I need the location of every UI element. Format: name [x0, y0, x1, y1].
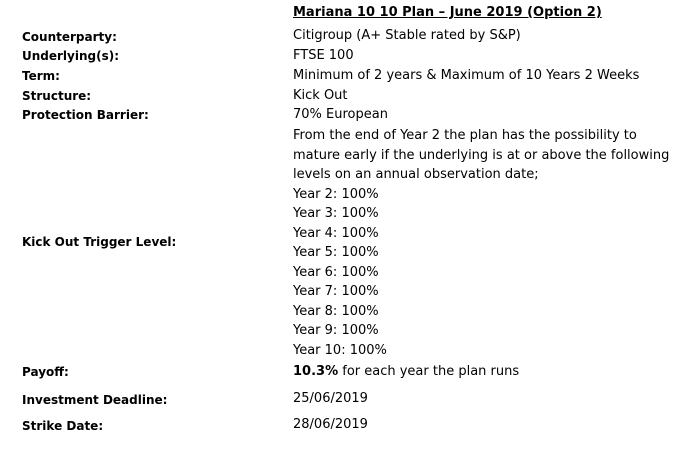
payoff-description: for each year the plan runs: [338, 364, 520, 379]
kick-out-trigger-label: Kick Out Trigger Level:: [22, 235, 177, 249]
strike-date-value: 28/06/2019: [293, 417, 368, 432]
kick-out-level: Year 6: 100%: [293, 264, 379, 280]
kick-out-intro-line: mature early if the underlying is at or above the following: [293, 147, 670, 163]
structure-label: Structure:: [22, 89, 92, 103]
kick-out-trigger-details: [293, 126, 669, 360]
counterparty-label: Counterparty:: [22, 30, 117, 44]
plan-title: Mariana 10 10 Plan – June 2019 (Option 2): [293, 5, 602, 20]
investment-deadline-value: 25/06/2019: [293, 391, 368, 406]
underlying-label: Underlying(s):: [22, 49, 120, 63]
kick-out-level: Year 10: 100%: [293, 342, 387, 358]
structure-value: Kick Out: [293, 88, 348, 103]
protection-barrier-label: Protection Barrier:: [22, 108, 149, 122]
kick-out-intro-line: levels on an annual observation date;: [293, 167, 539, 182]
kick-out-level: Year 9: 100%: [293, 323, 379, 338]
strike-date-label: Strike Date:: [22, 419, 104, 433]
kick-out-intro-line: From the end of Year 2 the plan has the possibility to: [293, 128, 637, 143]
payoff-label: Payoff:: [22, 365, 69, 379]
investment-deadline-label: Investment Deadline:: [22, 393, 168, 407]
kick-out-level: Year 2: 100%: [293, 186, 379, 202]
counterparty-value: Citigroup (A+ Stable rated by S&P): [293, 28, 521, 43]
kick-out-level: Year 4: 100%: [293, 225, 379, 241]
protection-barrier-value: 70% European: [293, 107, 388, 122]
kick-out-level: Year 3: 100%: [293, 206, 379, 221]
kick-out-level: Year 5: 100%: [293, 245, 379, 260]
kick-out-level: Year 7: 100%: [293, 284, 379, 299]
payoff-rate: 10.3%: [293, 364, 339, 379]
term-value: Minimum of 2 years & Maximum of 10 Years 2 Weeks: [293, 68, 640, 83]
kick-out-level: Year 8: 100%: [293, 303, 379, 319]
payoff-value: [293, 363, 519, 381]
term-label: Term:: [22, 69, 60, 83]
underlying-value: FTSE 100: [293, 48, 354, 63]
